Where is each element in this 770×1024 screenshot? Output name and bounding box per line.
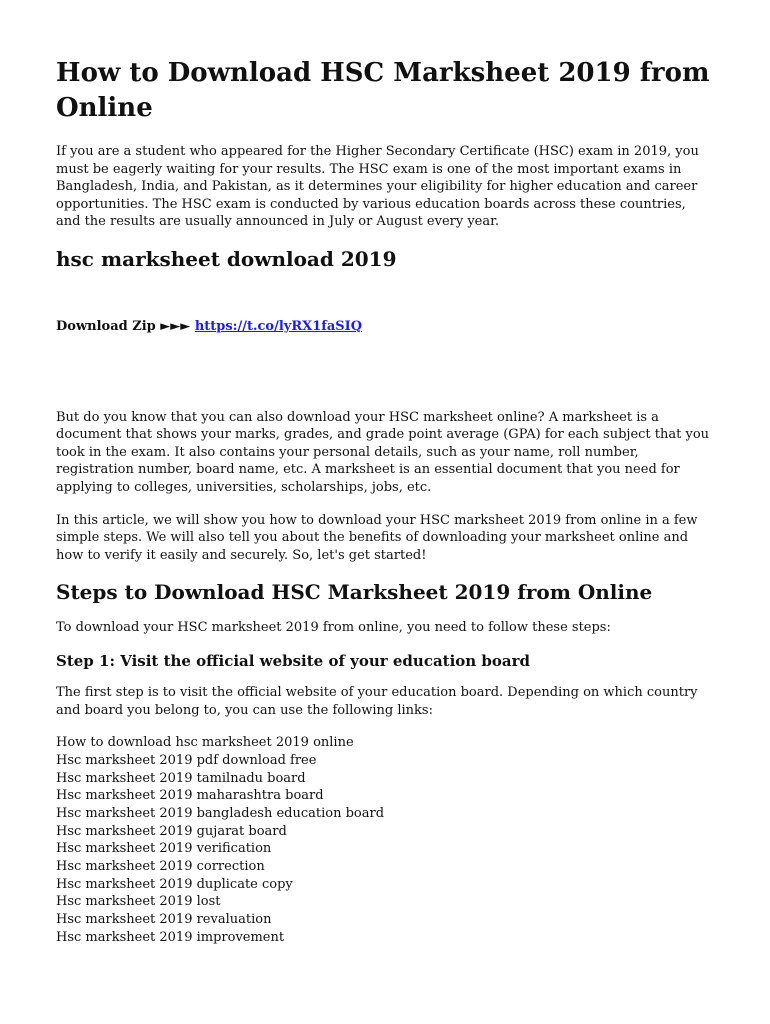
list-item: Hsc marksheet 2019 maharashtra board <box>56 788 324 804</box>
list-item: Hsc marksheet 2019 correction <box>56 859 265 875</box>
step-1-paragraph: The first step is to visit the official website of your education board. Depending on which country and board you belong to, you can use the following links: <box>56 684 698 718</box>
links-list <box>56 734 714 946</box>
list-item: Hsc marksheet 2019 duplicate copy <box>56 876 293 892</box>
download-line <box>56 318 714 336</box>
list-item: Hsc marksheet 2019 lost <box>56 894 221 910</box>
list-item: Hsc marksheet 2019 tamilnadu board <box>56 770 306 786</box>
marksheet-paragraph: But do you know that you can also download your HSC marksheet online? A marksheet is a document that shows your marks, grades, and grade point average (GPA) for each subject that you took in the exam. It also contains your personal details, such as your name, roll number, registration number, board name, etc. A marksheet is an essential document that you need for applying to colleges, universities, scholarships, jobs, etc. <box>56 409 710 495</box>
download-link[interactable]: https://t.co/lyRX1faSIQ <box>194 318 363 334</box>
step-1-heading: Step 1: Visit the official website of your education board <box>56 651 531 670</box>
list-item: How to download hsc marksheet 2019 online <box>56 735 354 751</box>
list-item: Hsc marksheet 2019 pdf download free <box>56 752 317 768</box>
list-item: Hsc marksheet 2019 verification <box>56 841 272 857</box>
steps-intro-paragraph: To download your HSC marksheet 2019 from online, you need to follow these steps: <box>56 620 611 636</box>
download-label: Download Zip ►►► <box>56 318 195 334</box>
list-item: Hsc marksheet 2019 revaluation <box>56 912 272 928</box>
list-item: Hsc marksheet 2019 bangladesh education board <box>56 805 385 821</box>
list-item: Hsc marksheet 2019 improvement <box>56 929 285 945</box>
article-overview-paragraph: In this article, we will show you how to download your HSC marksheet 2019 from online in a few simple steps. We will also tell you about the benefits of downloading your marksheet online and how to verify it easily and securely. So, let's get started! <box>56 512 698 563</box>
list-item: Hsc marksheet 2019 gujarat board <box>56 823 287 839</box>
page-title: How to Download HSC Marksheet 2019 from Online <box>56 58 710 123</box>
section-heading-steps: Steps to Download HSC Marksheet 2019 from Online <box>56 580 653 605</box>
intro-paragraph: If you are a student who appeared for the Higher Secondary Certificate (HSC) exam in 2019, you must be eagerly waiting for your results. The HSC exam is one of the most important exams in Bangladesh, India, and Pakistan, as it determines your eligibility for higher education and career opportunities. The HSC exam is conducted by various education boards across these countries, and the results are usually announced in July or August every year. <box>56 144 699 230</box>
section-heading-download: hsc marksheet download 2019 <box>56 246 397 271</box>
